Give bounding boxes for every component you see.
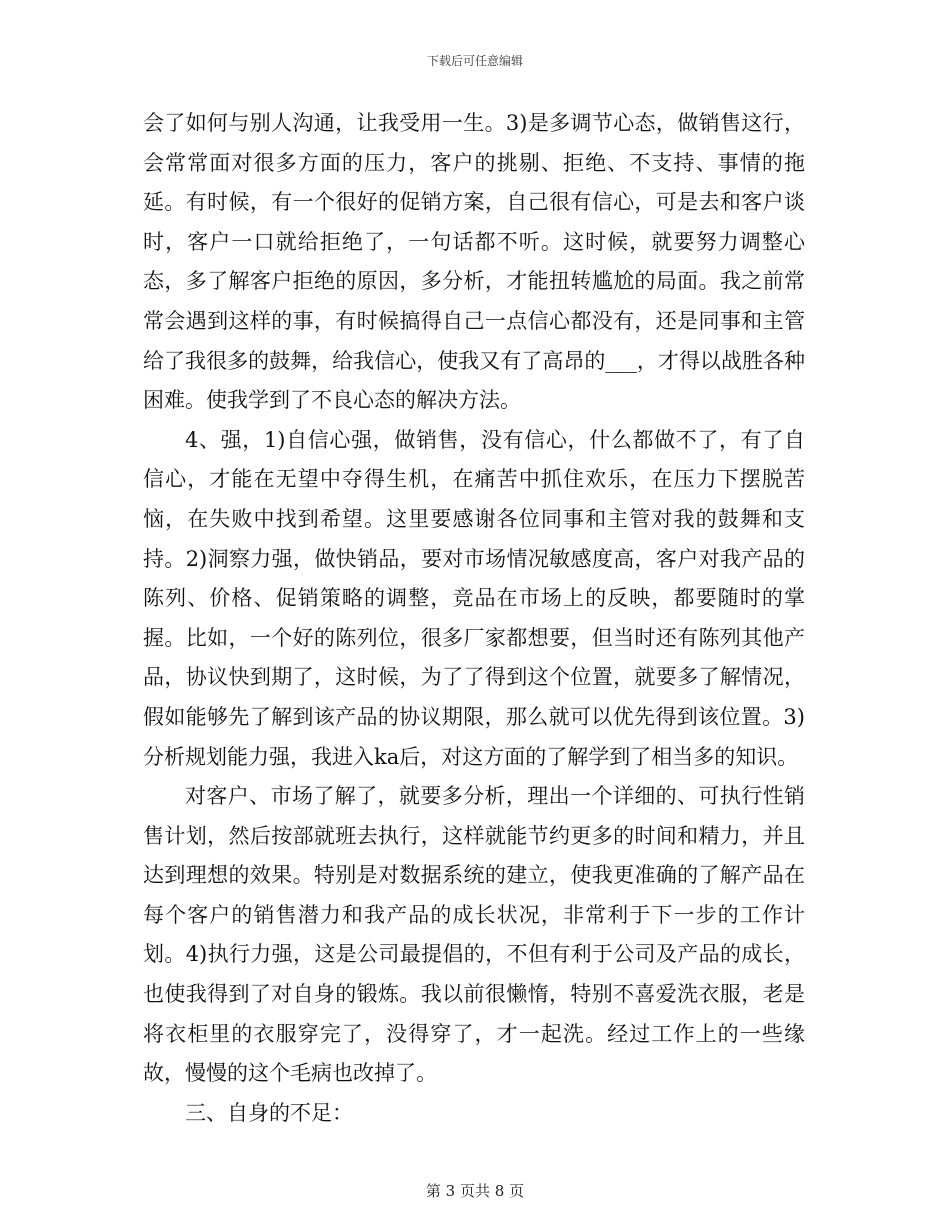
page-header-note: 下载后可任意编辑 xyxy=(426,54,523,68)
paragraph-strengths: 4、强，1)自信心强，做销售，没有信心，什么都做不了，有了自信心，才能在无望中夺得生机，在痛苦中抓住欢乐，在压力下摆脱苦恼，在失败中找到希望。这里要感谢各位同事和主管对我的鼓舞和支持。2)洞察力强，做快销品，要对市场情况敏感度高，客户对我产品的陈列、价格、促销策略的调整，竞品在市场上的反映，都要随时的掌握。比如，一个好的陈列位，很多厂家都想要，但当时还有陈列其他产品，协议快到期了，这时候，为了了得到这个位置，就要多了解情况，假如能够先了解到该产品的协议期限，那么就可以优先得到该位置。3)分析规划能力强，我进入ka后，对这方面的了解学到了相当多的知识。 xyxy=(143,427,805,769)
paragraph-continued: 会了如何与别人沟通，让我受用一生。3)是多调节心态，做销售这行，会常常面对很多方面的压力，客户的挑剔、拒绝、不支持、事情的拖延。有时候，有一个很好的促销方案，自己很有信心，可是去和客户谈时，客户一口就给拒绝了，一句话都不听。这时候，就要努力调整心态，多了解客户拒绝的原因，多分析，才能扭转尴尬的局面。我之前常常会遇到这样的事，有时候搞得自己一点信心都没有，还是同事和主管给了我很多的鼓舞，给我信心，使我又有了高昂的___，才得以战胜各种困难。使我学到了不良心态的解决方法。 xyxy=(143,111,805,413)
page-number: 第 3 页共 8 页 xyxy=(425,1182,525,1200)
section-heading-shortcomings: 三、自身的不足： xyxy=(185,1100,353,1125)
paragraph-analysis: 对客户、市场了解了，就要多分析，理出一个详细的、可执行性销售计划，然后按部就班去执行，这样就能节约更多的时间和精力，并且达到理想的效果。特别是对数据系统的建立，使我更准确的了解产品在每个客户的销售潜力和我产品的成长状况，非常利于下一步的工作计划。4)执行力强，这是公司最提倡的，不但有利于公司及产品的成长，也使我得到了对自身的锻炼。我以前很懒惰，特别不喜爱洗衣服，老是将衣柜里的衣服穿完了，没得穿了，才一起洗。经过工作上的一些缘故，慢慢的这个毛病也改掉了。 xyxy=(143,784,805,1086)
document-body xyxy=(143,104,805,1133)
